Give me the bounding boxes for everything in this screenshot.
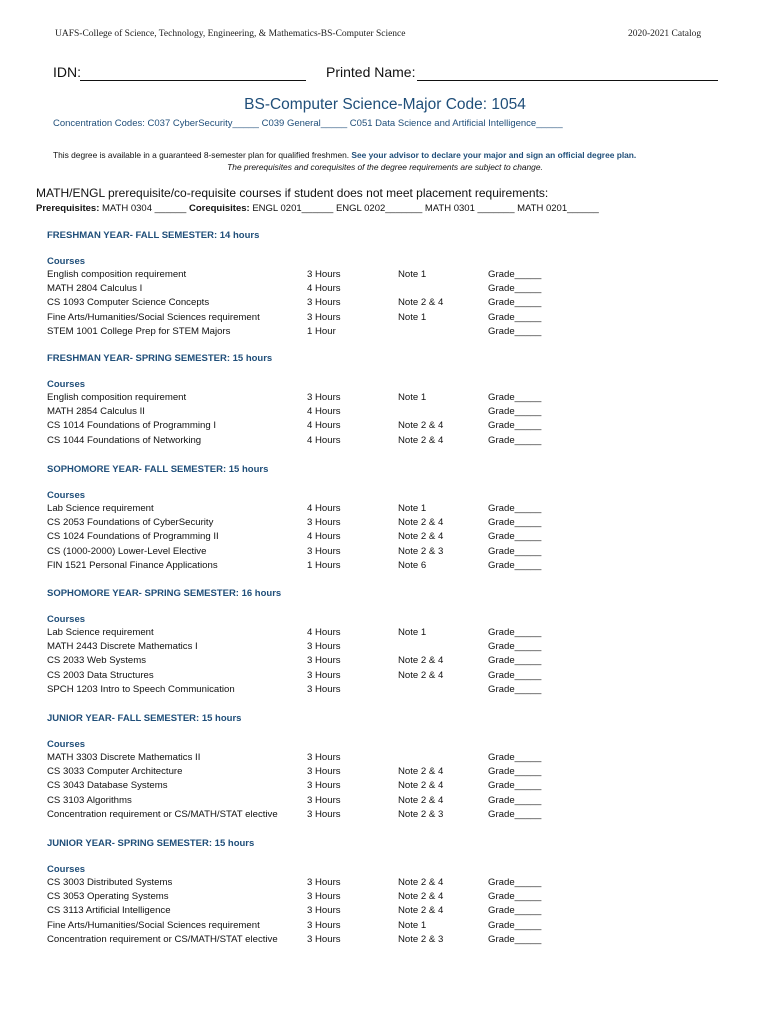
plan-note-disclaimer: The prerequisites and corequisites of the degree requirements are subject to change. — [227, 162, 543, 172]
plan-note — [53, 150, 636, 160]
course-hours: 3 Hours — [307, 808, 341, 820]
course-hours: 3 Hours — [307, 297, 341, 309]
coreq-label: Corequisites: — [188, 203, 250, 214]
course-row — [47, 904, 567, 918]
course-grade-field[interactable]: Grade_____ — [488, 503, 542, 514]
printed-name-field[interactable] — [417, 79, 718, 81]
course-name: MATH 2854 Calculus II — [47, 406, 145, 418]
course-name: CS 1024 Foundations of Programming II — [47, 531, 219, 543]
course-name: STEM 1001 College Prep for STEM Majors — [47, 325, 231, 337]
course-note: Note 1 — [398, 392, 427, 403]
course-hours: 4 Hours — [307, 283, 341, 295]
course-grade-field[interactable]: Grade_____ — [488, 297, 542, 309]
course-name: CS 2053 Foundations of CyberSecurity — [47, 517, 214, 529]
course-grade-field[interactable]: Grade_____ — [488, 752, 542, 763]
course-name: Lab Science requirement — [47, 503, 154, 514]
course-hours: 4 Hours — [307, 406, 341, 418]
course-note: Note 2 & 4 — [398, 794, 444, 806]
course-grade-field[interactable]: Grade_____ — [488, 794, 542, 806]
course-row — [47, 626, 567, 640]
course-grade-field[interactable]: Grade_____ — [488, 641, 542, 653]
course-row — [47, 640, 567, 654]
course-row — [47, 794, 567, 808]
course-hours: 4 Hours — [307, 531, 341, 543]
course-hours: 3 Hours — [307, 392, 341, 403]
course-hours: 3 Hours — [307, 877, 341, 888]
course-grade-field[interactable]: Grade_____ — [488, 655, 542, 667]
course-grade-field[interactable]: Grade_____ — [488, 766, 542, 778]
course-name: MATH 2443 Discrete Mathematics I — [47, 641, 198, 653]
semester-title: FRESHMAN YEAR- FALL SEMESTER: 14 hours — [47, 230, 260, 241]
course-row — [47, 669, 567, 683]
course-name: CS 3003 Distributed Systems — [47, 877, 173, 888]
course-hours: 1 Hour — [307, 325, 336, 337]
course-name: English composition requirement — [47, 269, 187, 280]
course-hours: 3 Hours — [307, 655, 341, 667]
course-name: FIN 1521 Personal Finance Applications — [47, 559, 218, 571]
course-row — [47, 933, 567, 947]
course-note: Note 2 & 4 — [398, 905, 444, 917]
course-name: SPCH 1203 Intro to Speech Communication — [47, 683, 235, 695]
course-row — [47, 391, 567, 405]
course-note: Note 2 & 4 — [398, 531, 444, 543]
course-grade-field[interactable]: Grade_____ — [488, 325, 542, 337]
course-grade-field[interactable]: Grade_____ — [488, 545, 542, 557]
courses-heading: Courses — [47, 490, 86, 501]
course-note: Note 2 & 3 — [398, 933, 444, 945]
course-hours: 3 Hours — [307, 683, 341, 695]
course-hours: 3 Hours — [307, 641, 341, 653]
course-name: CS 1093 Computer Science Concepts — [47, 297, 210, 309]
course-note: Note 1 — [398, 269, 427, 280]
course-grade-field[interactable]: Grade_____ — [488, 891, 542, 903]
course-note: Note 6 — [398, 559, 427, 571]
course-grade-field[interactable]: Grade_____ — [488, 311, 542, 323]
course-grade-field[interactable]: Grade_____ — [488, 933, 542, 945]
course-row — [47, 559, 567, 573]
semester-title: JUNIOR YEAR- FALL SEMESTER: 15 hours — [47, 713, 242, 724]
course-note: Note 1 — [398, 311, 427, 323]
course-name: Lab Science requirement — [47, 627, 154, 638]
coreq-value: ENGL 0201______ ENGL 0202_______ MATH 0301 _______ MATH 0201______ — [252, 203, 599, 214]
course-note: Note 1 — [398, 503, 427, 514]
course-note: Note 2 & 3 — [398, 808, 444, 820]
course-hours: 3 Hours — [307, 752, 341, 763]
course-name: Fine Arts/Humanities/Social Sciences requirement — [47, 311, 260, 323]
course-note: Note 1 — [398, 919, 427, 931]
courses-heading: Courses — [47, 379, 86, 390]
course-row — [47, 751, 567, 765]
course-row — [47, 516, 567, 530]
course-note: Note 2 & 4 — [398, 434, 444, 446]
prereq-value: MATH 0304 ______ — [102, 203, 187, 214]
course-note: Note 2 & 4 — [398, 780, 444, 792]
course-name: CS 3043 Database Systems — [47, 780, 168, 792]
course-name: CS 3113 Artificial Intelligence — [47, 905, 171, 917]
course-hours: 3 Hours — [307, 545, 341, 557]
course-name: CS 2033 Web Systems — [47, 655, 147, 667]
course-note: Note 2 & 4 — [398, 891, 444, 903]
course-row — [47, 890, 567, 904]
course-hours: 3 Hours — [307, 933, 341, 945]
math-engl-heading: MATH/ENGL prerequisite/co-requisite courses if student does not meet placement requirements: — [36, 186, 549, 200]
course-grade-field[interactable]: Grade_____ — [488, 531, 542, 543]
course-name: Fine Arts/Humanities/Social Sciences requirement — [47, 919, 260, 931]
courses-heading: Courses — [47, 739, 86, 750]
course-hours: 3 Hours — [307, 269, 341, 280]
course-grade-field[interactable]: Grade_____ — [488, 434, 542, 446]
course-grade-field[interactable]: Grade_____ — [488, 420, 542, 432]
course-note: Note 2 & 3 — [398, 545, 444, 557]
course-name: CS 2003 Data Structures — [47, 669, 154, 681]
course-grade-field[interactable]: Grade_____ — [488, 905, 542, 917]
course-row — [47, 325, 567, 339]
semester-title: JUNIOR YEAR- SPRING SEMESTER: 15 hours — [47, 838, 255, 849]
course-note: Note 1 — [398, 627, 427, 638]
course-note: Note 2 & 4 — [398, 420, 444, 432]
course-row — [47, 808, 567, 822]
course-name: CS 3053 Operating Systems — [47, 891, 169, 903]
plan-note-text: This degree is available in a guaranteed 8-semester plan for qualified freshmen. — [53, 150, 350, 160]
course-grade-field[interactable]: Grade_____ — [488, 559, 542, 571]
plan-note-advisor: See your advisor to declare your major and sign an official degree plan. — [351, 150, 637, 160]
idn-label: IDN: — [53, 64, 81, 80]
course-name: CS (1000-2000) Lower-Level Elective — [47, 545, 207, 557]
course-row — [47, 296, 567, 310]
course-row — [47, 530, 567, 544]
concentration-codes: Concentration Codes: C037 CyberSecurity_____ C039 General_____ C051 Data Science and Artificial Intelligence_____ — [53, 118, 563, 129]
course-grade-field[interactable]: Grade_____ — [488, 283, 542, 295]
catalog-header-left: UAFS-College of Science, Technology, Engineering, & Mathematics-BS-Computer Science — [55, 29, 406, 39]
course-hours: 3 Hours — [307, 669, 341, 681]
course-name: CS 3103 Algorithms — [47, 794, 132, 806]
course-hours: 3 Hours — [307, 891, 341, 903]
course-hours: 4 Hours — [307, 627, 341, 638]
course-grade-field[interactable]: Grade_____ — [488, 683, 542, 695]
course-grade-field[interactable]: Grade_____ — [488, 808, 542, 820]
courses-heading: Courses — [47, 256, 86, 267]
course-grade-field[interactable]: Grade_____ — [488, 406, 542, 418]
prereq-label: Prerequisites: — [36, 203, 100, 214]
course-grade-field[interactable]: Grade_____ — [488, 392, 542, 403]
page-title: BS-Computer Science-Major Code: 1054 — [244, 96, 526, 113]
course-hours: 4 Hours — [307, 503, 341, 514]
course-hours: 3 Hours — [307, 794, 341, 806]
course-row — [47, 919, 567, 933]
course-note: Note 2 & 4 — [398, 297, 444, 309]
course-row — [47, 502, 567, 516]
course-row — [47, 545, 567, 559]
course-grade-field[interactable]: Grade_____ — [488, 627, 542, 638]
semester-title: SOPHOMORE YEAR- SPRING SEMESTER: 16 hours — [47, 588, 282, 599]
course-row — [47, 876, 567, 890]
course-row — [47, 311, 567, 325]
prereq-line — [36, 203, 599, 214]
course-note: Note 2 & 4 — [398, 669, 444, 681]
course-hours: 3 Hours — [307, 311, 341, 323]
catalog-year: 2020-2021 Catalog — [628, 29, 702, 39]
course-hours: 3 Hours — [307, 905, 341, 917]
semester-title: FRESHMAN YEAR- SPRING SEMESTER: 15 hours — [47, 353, 273, 364]
course-grade-field[interactable]: Grade_____ — [488, 269, 542, 280]
idn-field[interactable] — [80, 79, 306, 81]
course-grade-field[interactable]: Grade_____ — [488, 517, 542, 529]
courses-heading: Courses — [47, 864, 86, 875]
course-row — [47, 419, 567, 433]
course-row — [47, 405, 567, 419]
course-name: CS 3033 Computer Architecture — [47, 766, 183, 778]
course-note: Note 2 & 4 — [398, 655, 444, 667]
course-row — [47, 779, 567, 793]
course-name: English composition requirement — [47, 392, 187, 403]
course-grade-field[interactable]: Grade_____ — [488, 669, 542, 681]
printed-name-label: Printed Name: — [326, 64, 416, 80]
course-row — [47, 683, 567, 697]
course-name: Concentration requirement or CS/MATH/STAT elective — [47, 933, 278, 945]
course-hours: 1 Hours — [307, 559, 341, 571]
course-grade-field[interactable]: Grade_____ — [488, 780, 542, 792]
course-note: Note 2 & 4 — [398, 766, 444, 778]
course-hours: 3 Hours — [307, 766, 341, 778]
course-hours: 4 Hours — [307, 420, 341, 432]
course-row — [47, 282, 567, 296]
course-row — [47, 268, 567, 282]
course-row — [47, 654, 567, 668]
course-hours: 4 Hours — [307, 434, 341, 446]
course-name: CS 1014 Foundations of Programming I — [47, 420, 217, 432]
semester-title: SOPHOMORE YEAR- FALL SEMESTER: 15 hours — [47, 464, 269, 475]
course-hours: 3 Hours — [307, 919, 341, 931]
course-name: Concentration requirement or CS/MATH/STAT elective — [47, 808, 278, 820]
course-grade-field[interactable]: Grade_____ — [488, 877, 542, 888]
courses-heading: Courses — [47, 614, 86, 625]
course-note: Note 2 & 4 — [398, 877, 444, 888]
course-name: MATH 2804 Calculus I — [47, 283, 143, 295]
course-row — [47, 434, 567, 448]
course-hours: 3 Hours — [307, 780, 341, 792]
course-row — [47, 765, 567, 779]
course-hours: 3 Hours — [307, 517, 341, 529]
course-name: CS 1044 Foundations of Networking — [47, 434, 202, 446]
course-grade-field[interactable]: Grade_____ — [488, 919, 542, 931]
course-name: MATH 3303 Discrete Mathematics II — [47, 752, 201, 763]
course-note: Note 2 & 4 — [398, 517, 444, 529]
